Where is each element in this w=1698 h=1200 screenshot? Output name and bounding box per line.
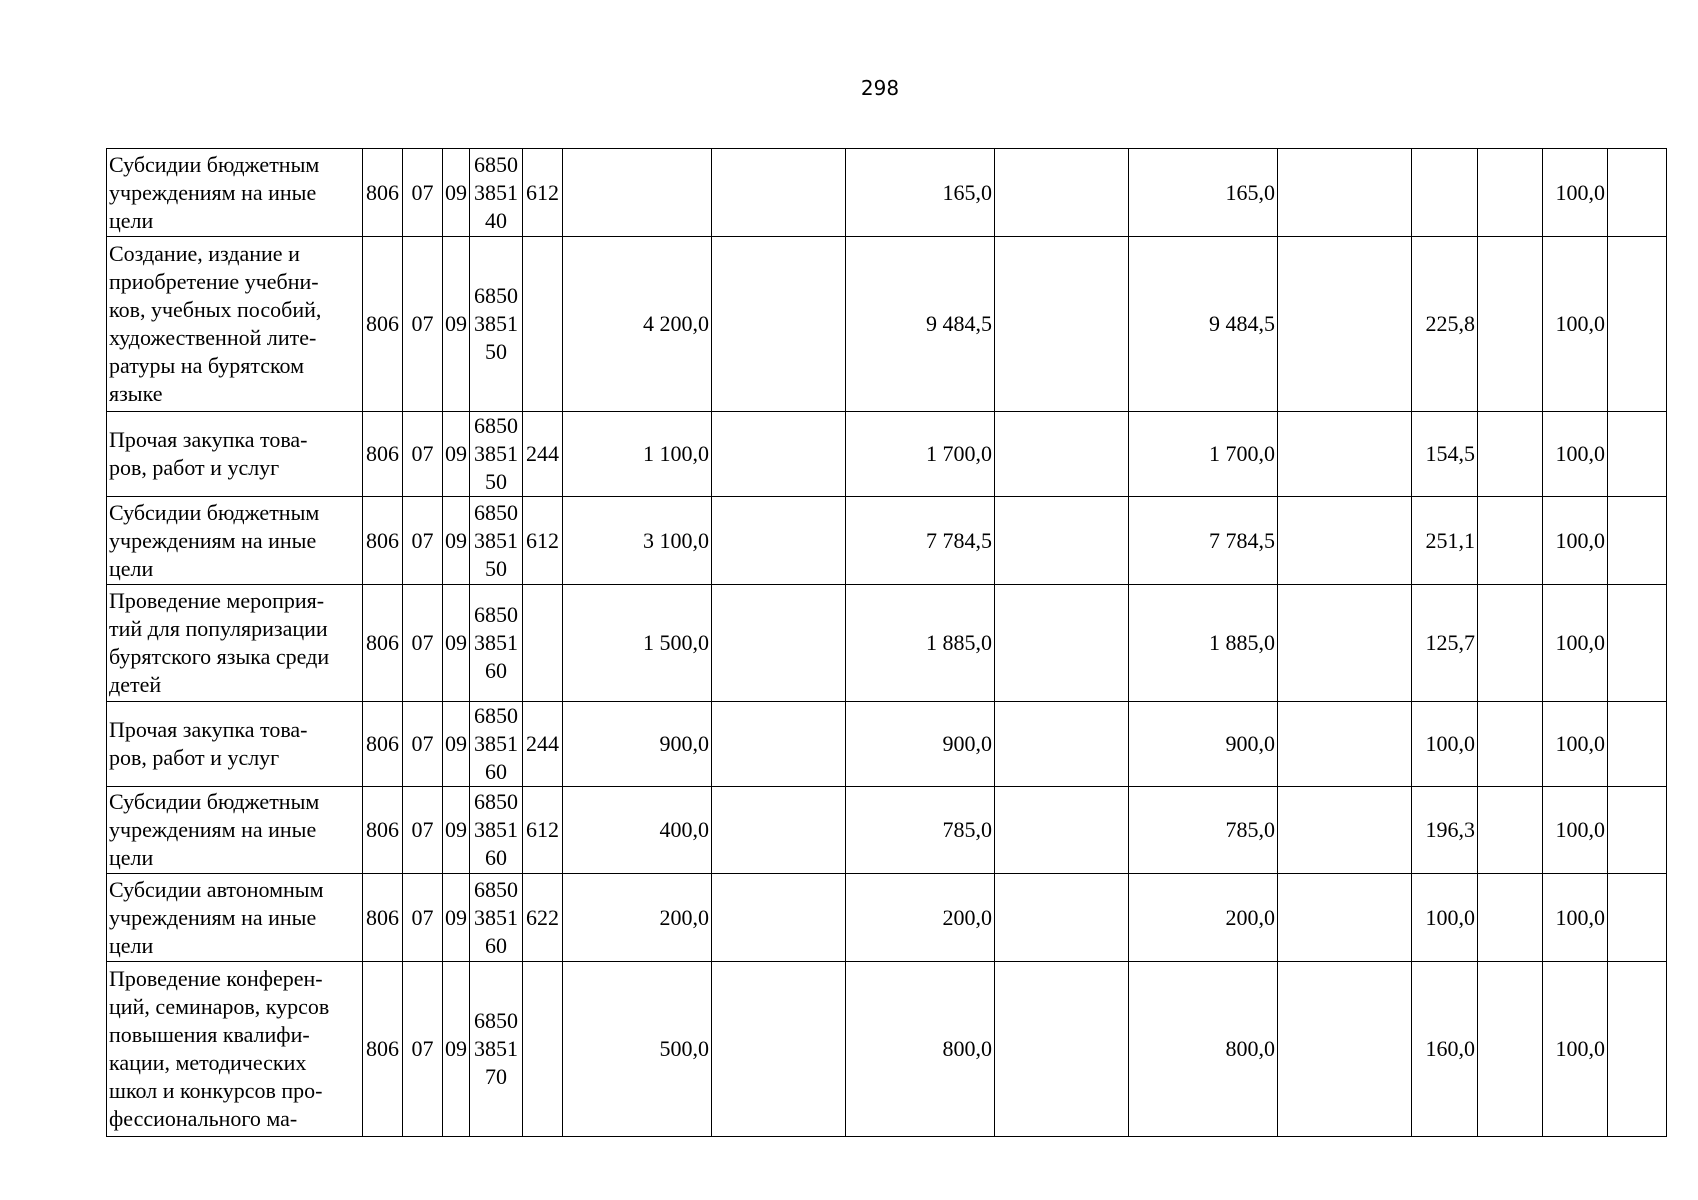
target-article-code-part: 3851 bbox=[474, 1036, 518, 1061]
target-article-code-part: 50 bbox=[485, 555, 507, 581]
row-name-line: учреждениям на иные bbox=[109, 179, 317, 205]
empty-cell bbox=[1278, 585, 1412, 702]
specified-amount: 1 885,0 bbox=[846, 585, 995, 702]
row-name-line: цели bbox=[109, 207, 154, 233]
target-article-code-part: 50 bbox=[485, 469, 507, 494]
section-code: 07 bbox=[403, 412, 443, 497]
table-row bbox=[107, 412, 1667, 497]
section-code: 07 bbox=[403, 149, 443, 237]
subsection-code: 09 bbox=[443, 497, 470, 585]
row-name-line: школ и конкурсов про- bbox=[109, 1078, 323, 1103]
target-article-code bbox=[470, 497, 523, 585]
target-article-code-part: 3851 bbox=[474, 311, 518, 336]
empty-cell bbox=[1278, 237, 1412, 412]
empty-cell bbox=[1608, 962, 1667, 1137]
percent-executed: 100,0 bbox=[1543, 412, 1608, 497]
specified-amount: 800,0 bbox=[846, 962, 995, 1137]
percent-of-plan: 100,0 bbox=[1412, 702, 1478, 787]
page-number: 298 bbox=[860, 76, 900, 100]
percent-of-plan: 225,8 bbox=[1412, 237, 1478, 412]
subsection-code: 09 bbox=[443, 702, 470, 787]
percent-of-plan: 196,3 bbox=[1412, 787, 1478, 874]
percent-of-plan: 160,0 bbox=[1412, 962, 1478, 1137]
section-code: 07 bbox=[403, 585, 443, 702]
empty-cell bbox=[1278, 149, 1412, 237]
target-article-code-part: 3851 bbox=[474, 630, 518, 655]
table-row bbox=[107, 585, 1667, 702]
empty-cell bbox=[995, 412, 1129, 497]
percent-executed: 100,0 bbox=[1543, 149, 1608, 237]
empty-cell bbox=[712, 237, 846, 412]
target-article-code bbox=[470, 962, 523, 1137]
empty-cell bbox=[1608, 497, 1667, 585]
expense-type-code bbox=[523, 962, 563, 1137]
percent-executed: 100,0 bbox=[1543, 962, 1608, 1137]
table-row bbox=[107, 149, 1667, 237]
percent-executed: 100,0 bbox=[1543, 237, 1608, 412]
row-name-line: ков, учебных пособий, bbox=[109, 297, 322, 322]
subsection-code: 09 bbox=[443, 962, 470, 1137]
target-article-code-part: 60 bbox=[485, 932, 507, 958]
target-article-code bbox=[470, 237, 523, 412]
target-article-code bbox=[470, 702, 523, 787]
target-article-code-part: 3851 bbox=[474, 179, 518, 205]
target-article-code-part: 6850 bbox=[474, 283, 518, 308]
expense-type-code: 612 bbox=[523, 787, 563, 874]
row-name bbox=[107, 874, 363, 962]
ved-code: 806 bbox=[363, 149, 403, 237]
row-name bbox=[107, 412, 363, 497]
empty-cell bbox=[712, 585, 846, 702]
subsection-code: 09 bbox=[443, 874, 470, 962]
empty-cell bbox=[1478, 237, 1543, 412]
empty-cell bbox=[1608, 237, 1667, 412]
plan-amount: 1 500,0 bbox=[563, 585, 712, 702]
subsection-code: 09 bbox=[443, 237, 470, 412]
ved-code: 806 bbox=[363, 874, 403, 962]
empty-cell bbox=[1278, 874, 1412, 962]
empty-cell bbox=[995, 874, 1129, 962]
row-name-line: Прочая закупка това- bbox=[109, 427, 308, 452]
percent-executed: 100,0 bbox=[1543, 787, 1608, 874]
row-name bbox=[107, 497, 363, 585]
target-article-code-part: 70 bbox=[485, 1064, 507, 1089]
empty-cell bbox=[712, 874, 846, 962]
row-name-line: ратуры на бурятском bbox=[109, 353, 305, 378]
expense-type-code: 612 bbox=[523, 497, 563, 585]
target-article-code-part: 50 bbox=[485, 339, 507, 364]
subsection-code: 09 bbox=[443, 412, 470, 497]
row-name bbox=[107, 585, 363, 702]
percent-executed: 100,0 bbox=[1543, 702, 1608, 787]
table-row bbox=[107, 497, 1667, 585]
empty-cell bbox=[995, 787, 1129, 874]
row-name-line: Субсидии бюджетным bbox=[109, 789, 320, 814]
expense-type-code bbox=[523, 585, 563, 702]
target-article-code-part: 40 bbox=[485, 207, 507, 233]
executed-amount: 165,0 bbox=[1129, 149, 1278, 237]
subsection-code: 09 bbox=[443, 149, 470, 237]
section-code: 07 bbox=[403, 874, 443, 962]
row-name bbox=[107, 149, 363, 237]
row-name-line: языке bbox=[109, 381, 163, 406]
table-row bbox=[107, 962, 1667, 1137]
section-code: 07 bbox=[403, 962, 443, 1137]
target-article-code bbox=[470, 149, 523, 237]
row-name-line: Создание, издание и bbox=[109, 241, 300, 266]
plan-amount: 3 100,0 bbox=[563, 497, 712, 585]
table-row bbox=[107, 874, 1667, 962]
row-name-line: Субсидии бюджетным bbox=[109, 151, 320, 177]
empty-cell bbox=[1478, 497, 1543, 585]
ved-code: 806 bbox=[363, 702, 403, 787]
empty-cell bbox=[1278, 702, 1412, 787]
row-name-line: ров, работ и услуг bbox=[109, 745, 280, 770]
specified-amount: 1 700,0 bbox=[846, 412, 995, 497]
empty-cell bbox=[1478, 962, 1543, 1137]
table-row bbox=[107, 237, 1667, 412]
target-article-code-part: 60 bbox=[485, 845, 507, 870]
row-name-line: учреждениям на иные bbox=[109, 817, 317, 842]
subsection-code: 09 bbox=[443, 585, 470, 702]
empty-cell bbox=[1478, 149, 1543, 237]
empty-cell bbox=[712, 787, 846, 874]
table-body bbox=[107, 149, 1667, 1137]
empty-cell bbox=[1278, 787, 1412, 874]
expense-type-code: 612 bbox=[523, 149, 563, 237]
empty-cell bbox=[1478, 787, 1543, 874]
budget-table bbox=[106, 148, 1667, 1137]
empty-cell bbox=[1608, 874, 1667, 962]
target-article-code-part: 3851 bbox=[474, 904, 518, 930]
row-name-line: Проведение конферен- bbox=[109, 966, 323, 991]
ved-code: 806 bbox=[363, 585, 403, 702]
row-name-line: ций, семинаров, курсов bbox=[109, 994, 330, 1019]
target-article-code-part: 60 bbox=[485, 658, 507, 683]
target-article-code-part: 6850 bbox=[474, 151, 518, 177]
row-name-line: Субсидии бюджетным bbox=[109, 499, 320, 525]
row-name bbox=[107, 702, 363, 787]
target-article-code-part: 6850 bbox=[474, 499, 518, 525]
empty-cell bbox=[995, 702, 1129, 787]
expense-type-code: 244 bbox=[523, 702, 563, 787]
empty-cell bbox=[1278, 412, 1412, 497]
target-article-code-part: 3851 bbox=[474, 527, 518, 553]
empty-cell bbox=[1608, 702, 1667, 787]
ved-code: 806 bbox=[363, 412, 403, 497]
row-name-line: цели bbox=[109, 932, 154, 958]
table-row bbox=[107, 787, 1667, 874]
executed-amount: 900,0 bbox=[1129, 702, 1278, 787]
table-row bbox=[107, 702, 1667, 787]
row-name-line: художественной лите- bbox=[109, 325, 317, 350]
target-article-code-part: 3851 bbox=[474, 817, 518, 842]
empty-cell bbox=[1608, 412, 1667, 497]
executed-amount: 800,0 bbox=[1129, 962, 1278, 1137]
executed-amount: 200,0 bbox=[1129, 874, 1278, 962]
specified-amount: 9 484,5 bbox=[846, 237, 995, 412]
percent-of-plan: 100,0 bbox=[1412, 874, 1478, 962]
section-code: 07 bbox=[403, 237, 443, 412]
empty-cell bbox=[995, 497, 1129, 585]
row-name-line: ров, работ и услуг bbox=[109, 455, 280, 480]
row-name-line: тий для популяризации bbox=[109, 616, 328, 641]
empty-cell bbox=[1478, 585, 1543, 702]
plan-amount: 4 200,0 bbox=[563, 237, 712, 412]
plan-amount: 400,0 bbox=[563, 787, 712, 874]
row-name-line: Субсидии автономным bbox=[109, 876, 324, 902]
empty-cell bbox=[995, 585, 1129, 702]
empty-cell bbox=[1478, 412, 1543, 497]
empty-cell bbox=[1278, 497, 1412, 585]
target-article-code bbox=[470, 585, 523, 702]
row-name-line: учреждениям на иные bbox=[109, 904, 317, 930]
expense-type-code: 622 bbox=[523, 874, 563, 962]
row-name-line: фессионального ма- bbox=[109, 1106, 298, 1131]
row-name-line: бурятского языка среди bbox=[109, 644, 330, 669]
percent-of-plan: 251,1 bbox=[1412, 497, 1478, 585]
empty-cell bbox=[995, 237, 1129, 412]
expense-type-code: 244 bbox=[523, 412, 563, 497]
empty-cell bbox=[1478, 702, 1543, 787]
empty-cell bbox=[712, 149, 846, 237]
plan-amount: 1 100,0 bbox=[563, 412, 712, 497]
row-name-line: детей bbox=[109, 672, 162, 697]
ved-code: 806 bbox=[363, 787, 403, 874]
expense-type-code bbox=[523, 237, 563, 412]
specified-amount: 7 784,5 bbox=[846, 497, 995, 585]
empty-cell bbox=[1608, 787, 1667, 874]
target-article-code-part: 60 bbox=[485, 759, 507, 784]
plan-amount: 900,0 bbox=[563, 702, 712, 787]
specified-amount: 785,0 bbox=[846, 787, 995, 874]
percent-executed: 100,0 bbox=[1543, 585, 1608, 702]
target-article-code-part: 6850 bbox=[474, 413, 518, 438]
target-article-code bbox=[470, 412, 523, 497]
target-article-code-part: 6850 bbox=[474, 703, 518, 728]
empty-cell bbox=[1278, 962, 1412, 1137]
target-article-code-part: 6850 bbox=[474, 876, 518, 902]
specified-amount: 165,0 bbox=[846, 149, 995, 237]
empty-cell bbox=[1478, 874, 1543, 962]
ved-code: 806 bbox=[363, 962, 403, 1137]
target-article-code bbox=[470, 787, 523, 874]
row-name-line: кации, методических bbox=[109, 1050, 307, 1075]
target-article-code-part: 6850 bbox=[474, 789, 518, 814]
row-name bbox=[107, 962, 363, 1137]
target-article-code-part: 3851 bbox=[474, 731, 518, 756]
specified-amount: 200,0 bbox=[846, 874, 995, 962]
executed-amount: 9 484,5 bbox=[1129, 237, 1278, 412]
ved-code: 806 bbox=[363, 497, 403, 585]
section-code: 07 bbox=[403, 497, 443, 585]
plan-amount bbox=[563, 149, 712, 237]
section-code: 07 bbox=[403, 787, 443, 874]
row-name-line: повышения квалифи- bbox=[109, 1022, 310, 1047]
ved-code: 806 bbox=[363, 237, 403, 412]
percent-executed: 100,0 bbox=[1543, 874, 1608, 962]
empty-cell bbox=[712, 962, 846, 1137]
plan-amount: 500,0 bbox=[563, 962, 712, 1137]
empty-cell bbox=[712, 497, 846, 585]
target-article-code-part: 3851 bbox=[474, 441, 518, 466]
executed-amount: 1 885,0 bbox=[1129, 585, 1278, 702]
row-name bbox=[107, 237, 363, 412]
percent-of-plan: 125,7 bbox=[1412, 585, 1478, 702]
plan-amount: 200,0 bbox=[563, 874, 712, 962]
specified-amount: 900,0 bbox=[846, 702, 995, 787]
executed-amount: 785,0 bbox=[1129, 787, 1278, 874]
empty-cell bbox=[712, 702, 846, 787]
row-name bbox=[107, 787, 363, 874]
empty-cell bbox=[1608, 585, 1667, 702]
percent-of-plan: 154,5 bbox=[1412, 412, 1478, 497]
percent-executed: 100,0 bbox=[1543, 497, 1608, 585]
executed-amount: 1 700,0 bbox=[1129, 412, 1278, 497]
target-article-code bbox=[470, 874, 523, 962]
row-name-line: учреждениям на иные bbox=[109, 527, 317, 553]
target-article-code-part: 6850 bbox=[474, 1008, 518, 1033]
row-name-line: цели bbox=[109, 555, 154, 581]
row-name-line: приобретение учебни- bbox=[109, 269, 319, 294]
row-name-line: цели bbox=[109, 845, 154, 870]
section-code: 07 bbox=[403, 702, 443, 787]
percent-of-plan bbox=[1412, 149, 1478, 237]
executed-amount: 7 784,5 bbox=[1129, 497, 1278, 585]
empty-cell bbox=[995, 962, 1129, 1137]
empty-cell bbox=[712, 412, 846, 497]
empty-cell bbox=[1608, 149, 1667, 237]
subsection-code: 09 bbox=[443, 787, 470, 874]
empty-cell bbox=[995, 149, 1129, 237]
row-name-line: Прочая закупка това- bbox=[109, 717, 308, 742]
target-article-code-part: 6850 bbox=[474, 602, 518, 627]
row-name-line: Проведение мероприя- bbox=[109, 588, 325, 613]
